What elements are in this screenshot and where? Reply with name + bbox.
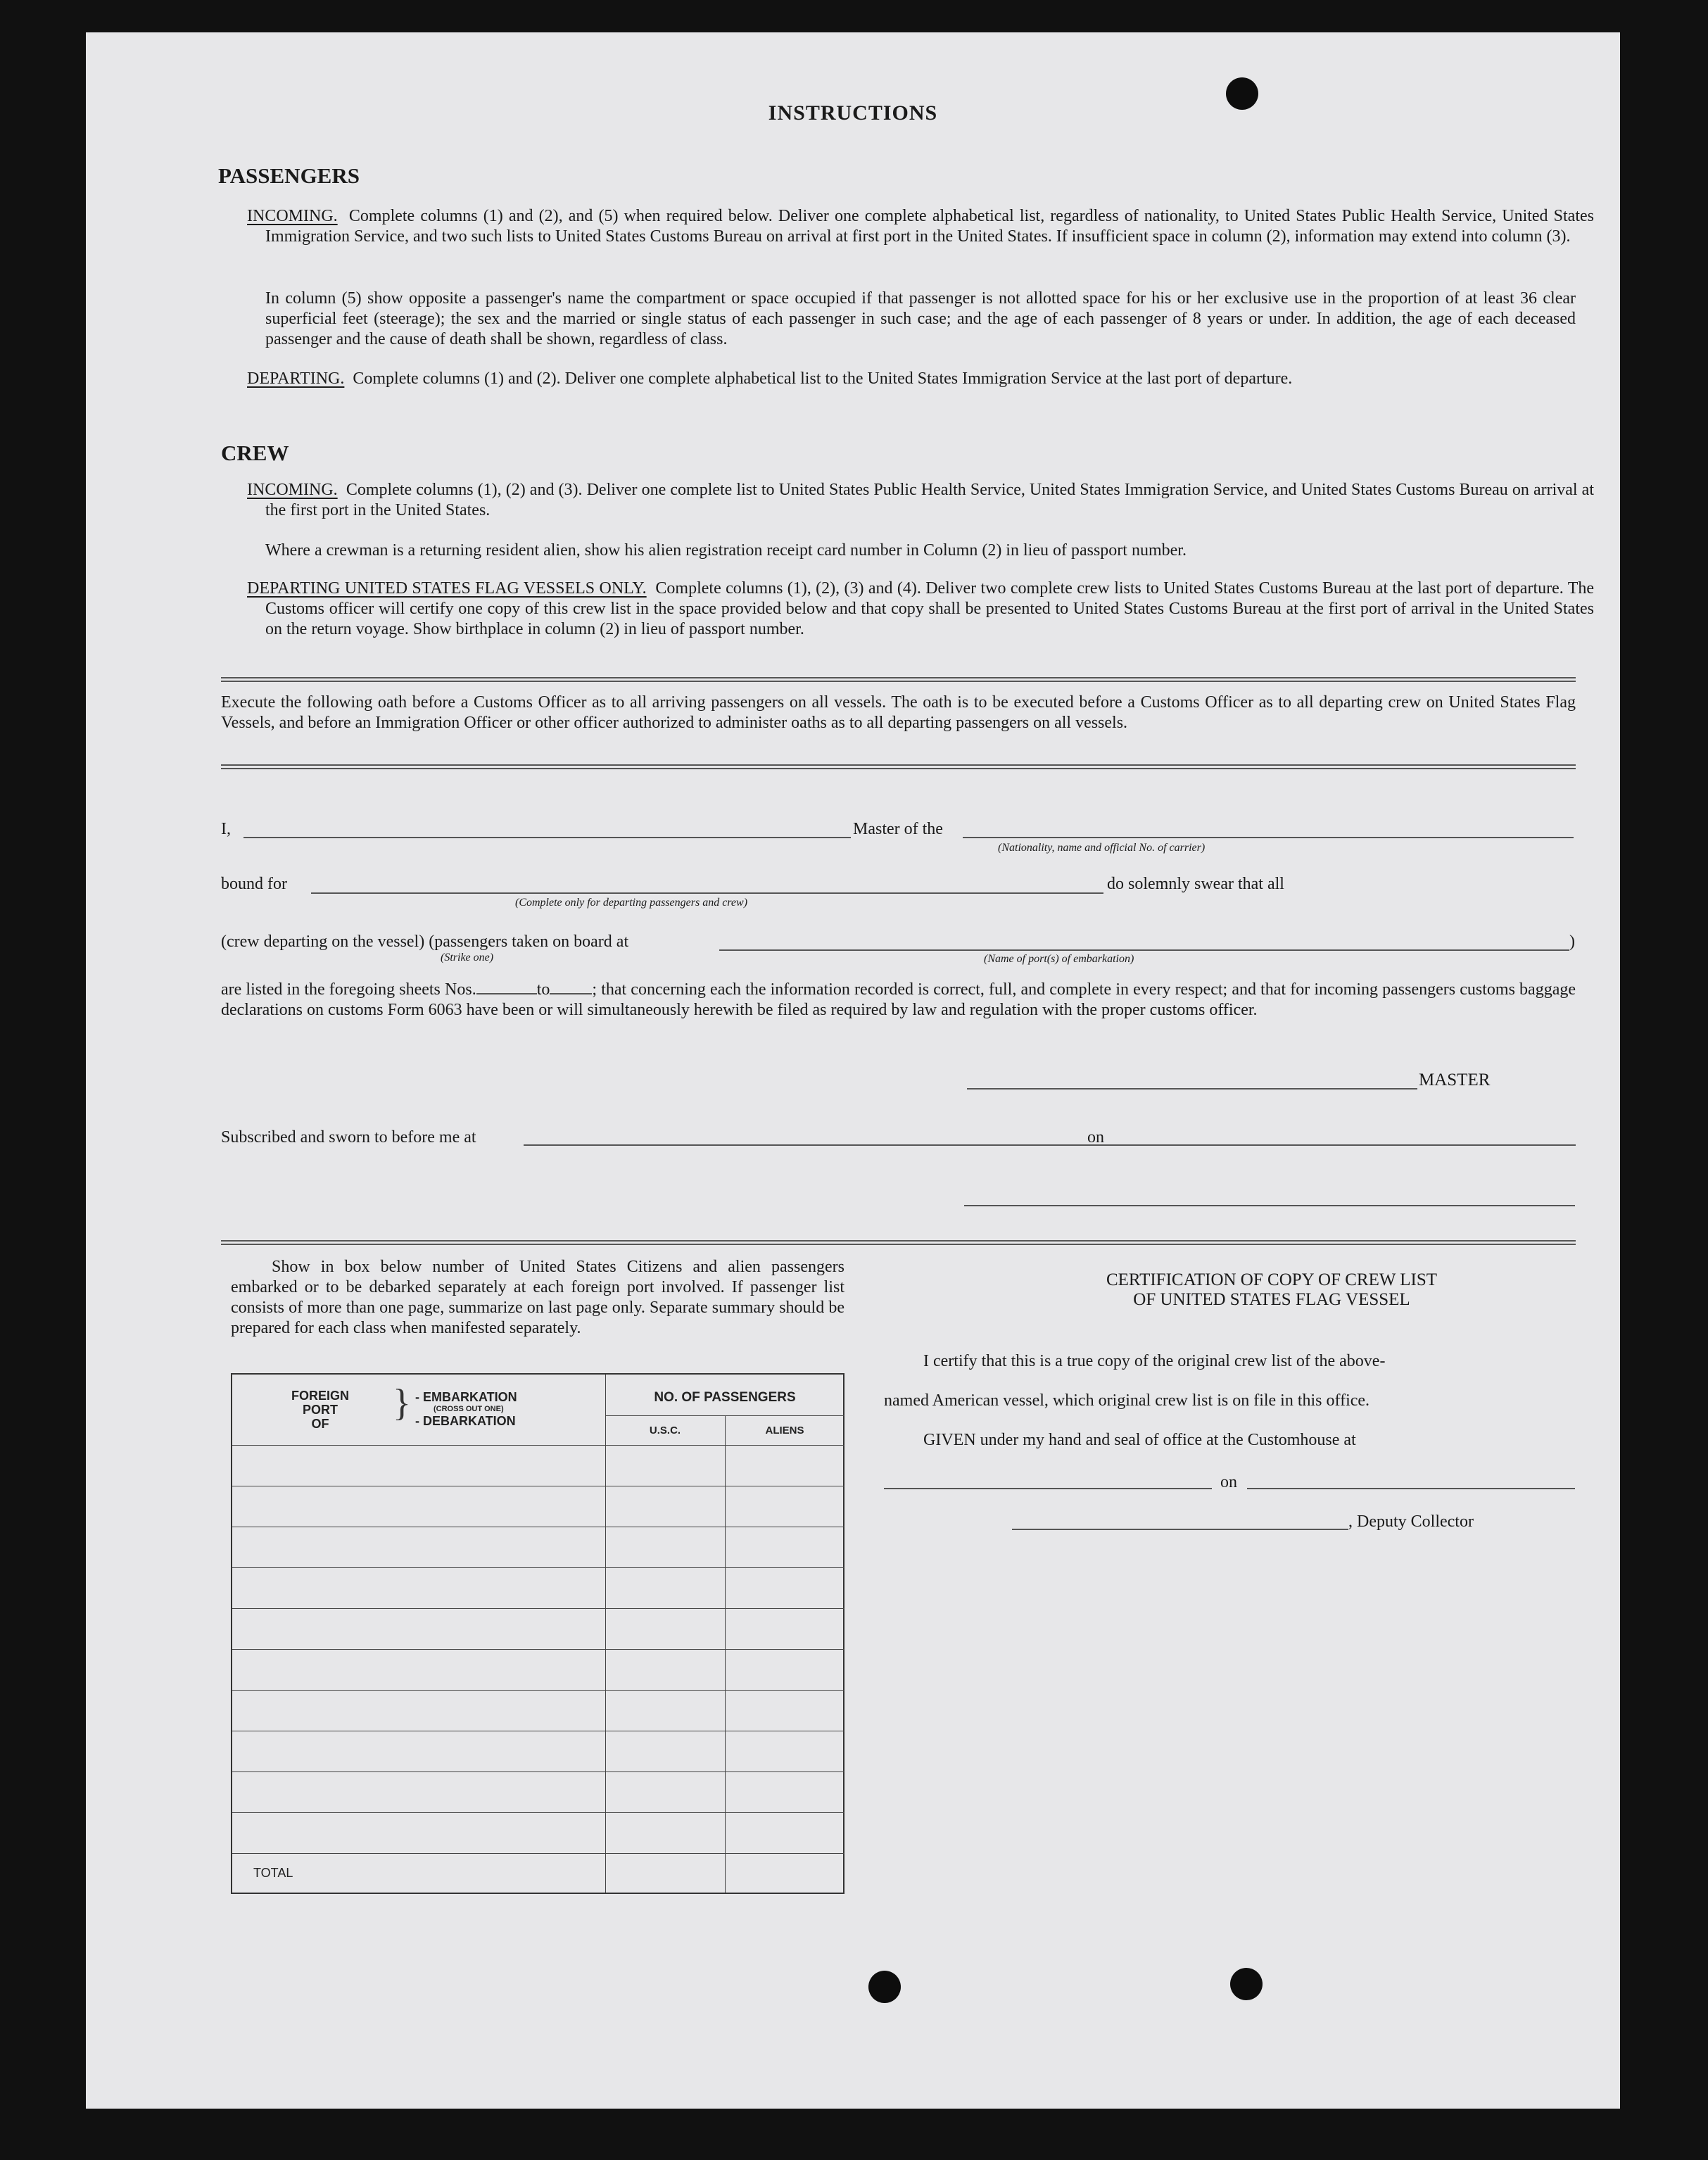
sworn-on-label: on [1087, 1128, 1104, 1147]
passengers-incoming-label: INCOMING. [247, 207, 338, 225]
oath-swear: do solemnly swear that all [1107, 875, 1284, 893]
form-sheet [86, 32, 1620, 2109]
certification-subtitle: OF UNITED STATES FLAG VESSEL [1133, 1290, 1410, 1309]
passengers-incoming-text: Complete columns (1) and (2), and (5) when required below. Deliver one complete alphabetical list, regardless of nationality, to United States Public Health Service, United States Immigration Service, and two such lists to United States Customs Bureau on arrival at first port in the United States. If insufficient space in column (2), information may extend into column (3). [265, 207, 1594, 246]
officer-signature-field[interactable] [964, 1205, 1575, 1206]
usc-header: U.S.C. [649, 1425, 681, 1436]
master-name-field[interactable] [243, 837, 851, 838]
page-title: INSTRUCTIONS [768, 101, 938, 125]
passengers-departing-paragraph [247, 369, 1594, 389]
oath-crew-departing: (crew departing on the vessel) (passengers taken on board at [221, 933, 629, 951]
sworn-date-field[interactable] [1118, 1144, 1576, 1146]
no-passengers-header: NO. OF PASSENGERS [654, 1390, 796, 1405]
port-hint: (Name of port(s) of embarkation) [984, 953, 1134, 965]
col-foreign: FOREIGN [291, 1389, 349, 1403]
col-port: PORT [302, 1403, 338, 1417]
divider [221, 1240, 1576, 1245]
carrier-field[interactable] [963, 837, 1574, 838]
passengers-heading: PASSENGERS [218, 163, 360, 188]
oath-listed-a: are listed in the foregoing sheets Nos. [221, 980, 476, 999]
oath-intro: Execute the following oath before a Customs Officer as to all arriving passengers on all vessels. The oath is to be executed before a Customs Officer as to all departing crew on United States Flag Vessels, and before an Immigration Officer or other officer authorized to administer oaths as to all departing passengers on all vessels. [221, 693, 1576, 732]
crew-incoming-label: INCOMING. [247, 481, 338, 499]
certification-line-2: named American vessel, which original crew list is on file in this office. [884, 1391, 1370, 1410]
divider [221, 764, 1576, 769]
aliens-header: ALIENS [765, 1425, 804, 1436]
crew-departing-label: DEPARTING UNITED STATES FLAG VESSELS ONLY. [247, 579, 647, 598]
oath-bound-for: bound for [221, 875, 287, 893]
passengers-departing-text: Complete columns (1) and (2). Deliver one complete alphabetical list to the United States Immigration Service at the last port of departure. [353, 370, 1293, 388]
passenger-summary-table [231, 1373, 844, 1894]
passengers-column5-paragraph: In column (5) show opposite a passenger's name the compartment or space occupied if that passenger is not allotted space for his or her exclusive use in the proportion of at least 36 clear superficial feet (steerage); the sex and the married or single status of each passenger in such case; and the age of each passenger of 8 years or under. In addition, the age of each deceased passenger and the cause of death shall be shown, regardless of class. [265, 289, 1576, 348]
punch-hole [1230, 1968, 1263, 2000]
oath-listed-to: to [536, 980, 550, 999]
summary-instructions: Show in box below number of United States Citizens and alien passengers embarked or to be debarked separately at each foreign port involved. If passenger list consists of more than one page, summarize on last page only. Separate summary should be prepared for each class when manifested separately. [231, 1258, 844, 1337]
master-label: MASTER [1419, 1070, 1491, 1090]
certification-line-3: GIVEN under my hand and seal of office at the Customhouse at [923, 1431, 1356, 1449]
passengers-departing-label: DEPARTING. [247, 370, 345, 388]
cross-out-hint: (CROSS OUT ONE) [434, 1405, 504, 1413]
brace-icon: } [393, 1382, 411, 1424]
crew-incoming-paragraph [247, 480, 1594, 521]
embarkation-label: - EMBARKATION [415, 1390, 517, 1404]
punch-hole [868, 1971, 901, 2003]
deputy-collector-signature-field[interactable] [1012, 1529, 1348, 1530]
deputy-collector-label: , Deputy Collector [1348, 1512, 1474, 1531]
crew-incoming-text: Complete columns (1), (2) and (3). Deliver one complete list to United States Public Health Service, United States Immigration Service, and United States Customs Bureau on arrival at the first port in the United States. [265, 481, 1594, 519]
bound-for-field[interactable] [311, 892, 1103, 894]
total-label: TOTAL [253, 1866, 293, 1880]
certification-title: CERTIFICATION OF COPY OF CREW LIST [1106, 1270, 1438, 1289]
debarkation-label: - DEBARKATION [415, 1414, 516, 1428]
nationality-hint: (Nationality, name and official No. of carrier) [998, 842, 1206, 854]
crew-resident-paragraph: Where a crewman is a returning resident alien, show his alien registration receipt card number in Column (2) in lieu of passport number. [265, 541, 1187, 560]
crew-departing-paragraph [247, 579, 1594, 640]
crew-heading: CREW [221, 441, 289, 465]
oath-listed-paragraph [221, 980, 1576, 1021]
oath-listed-b: ; that concerning each the information recorded is correct, full, and complete in every respect; and that for incoming passengers customs baggage declarations on customs Form 6063 have been or will simultaneously herewith be filed as required by law and regulation with the proper customs officer. [221, 980, 1576, 1019]
embarkation-port-field[interactable] [719, 949, 1569, 951]
sheet-to-field[interactable] [550, 980, 592, 994]
passengers-incoming-paragraph [247, 206, 1594, 247]
sworn-place-field[interactable] [524, 1144, 1165, 1146]
departing-hint: (Complete only for departing passengers and crew) [515, 897, 748, 909]
divider [221, 677, 1576, 682]
oath-master-of: Master of the [853, 820, 943, 838]
certification-date-field[interactable] [1247, 1488, 1575, 1489]
sheet-from-field[interactable] [476, 980, 537, 994]
master-signature-field[interactable] [967, 1088, 1417, 1090]
certification-line-1: I certify that this is a true copy of the original crew list of the above- [923, 1352, 1386, 1370]
strike-one-hint: (Strike one) [441, 952, 494, 964]
crew-departing-text: Complete columns (1), (2), (3) and (4). Deliver two complete crew lists to United States Customs Bureau at the last port of departure. The Customs officer will certify one copy of this crew list in the space provided below and that copy shall be presented to United States Customs Bureau at the first port of arrival in the United States on the return voyage. Show birthplace in column (2) in lieu of passport number. [265, 579, 1595, 638]
col-of: OF [311, 1417, 329, 1431]
close-paren: ) [1569, 933, 1575, 951]
customhouse-field[interactable] [884, 1488, 1212, 1489]
subscribed-label: Subscribed and sworn to before me at [221, 1128, 476, 1147]
oath-i-label: I, [221, 820, 231, 838]
certification-on: on [1220, 1473, 1237, 1491]
